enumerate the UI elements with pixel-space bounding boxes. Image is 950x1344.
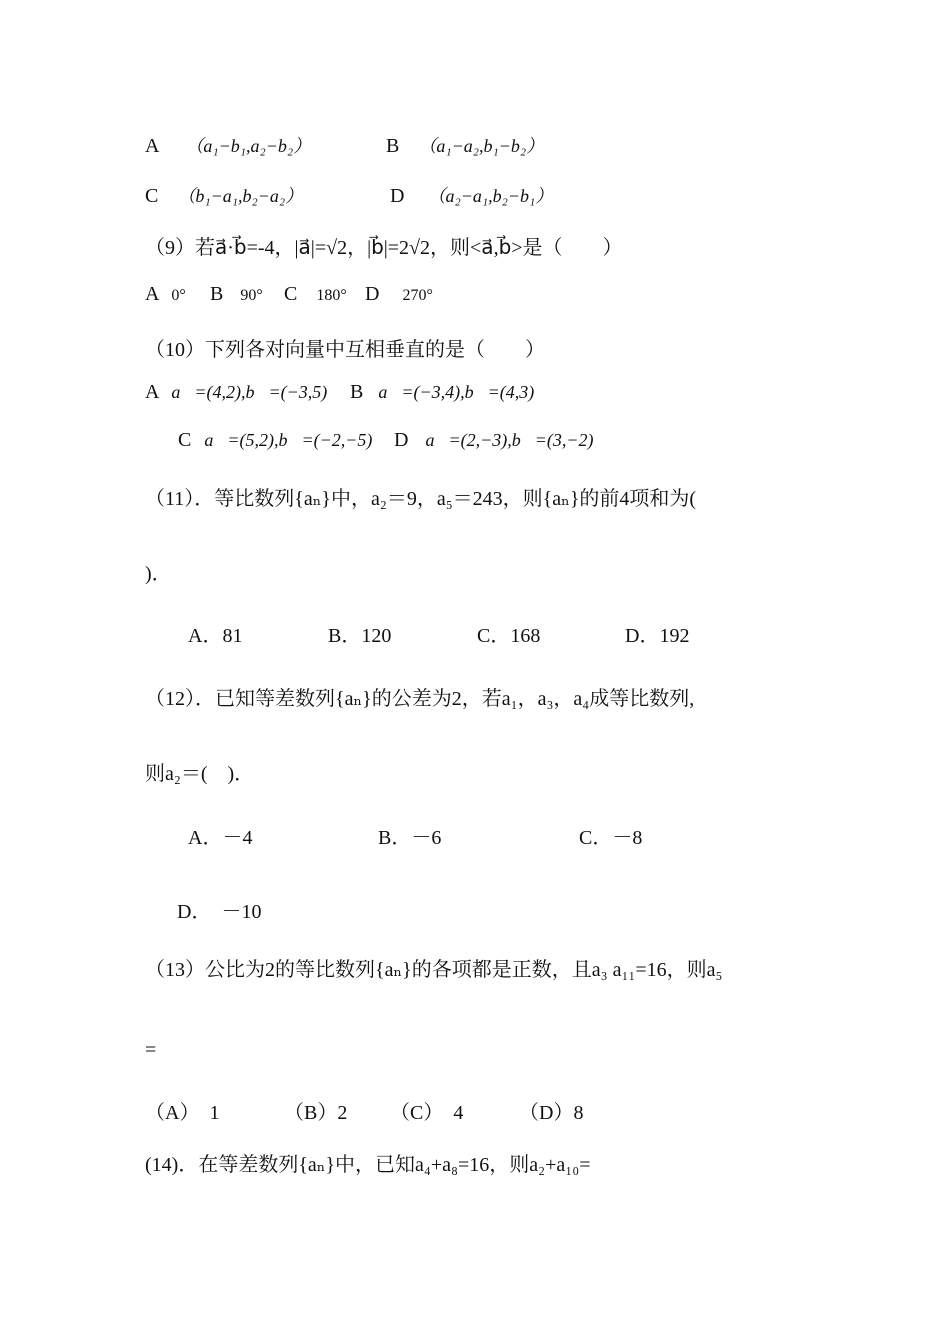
q11-option-b: B．120 xyxy=(328,625,392,647)
q11-option-a: A．81 xyxy=(188,625,243,647)
q9-option-d-letter: D xyxy=(365,283,380,305)
q8-option-c-letter: C xyxy=(145,185,159,207)
q9-option-b xyxy=(210,284,263,304)
q9-option-c-letter: C xyxy=(284,283,298,305)
q10-option-c-expr: a⃗=(5,2),b⃗=(−2,−5) xyxy=(204,430,373,450)
q8-option-a xyxy=(145,136,311,156)
q8-option-c xyxy=(145,186,303,206)
q10-option-a-expr: a⃗=(4,2),b⃗=(−3,5) xyxy=(171,382,328,402)
q10-option-d xyxy=(394,430,594,450)
q10-option-d-letter: D xyxy=(394,429,409,451)
q8-option-a-expr: （a₁−b₁,a₂−b₂） xyxy=(185,136,312,156)
q10-stem: （10）下列各对向量中互相垂直的是（ ） xyxy=(145,339,545,361)
q10-option-b-expr: a⃗=(−3,4),b⃗=(4,3) xyxy=(378,382,535,402)
q10-option-a xyxy=(145,382,327,402)
q10-option-d-expr: a⃗=(2,−3),b⃗=(3,−2) xyxy=(425,430,594,450)
q10-option-c-letter: C xyxy=(178,429,192,451)
q10-option-a-letter: A xyxy=(145,381,159,403)
q8-option-b-expr: （a₁−a₂,b₁−b₂） xyxy=(418,136,545,156)
q11-stem-end: )． xyxy=(145,563,172,585)
q13-stem-end: = xyxy=(145,1039,157,1061)
q9-stem: （9）若a⃗·b⃗=-4，|a⃗|=√2，|b⃗|=2√2，则<a⃗,b⃗>是（ ） xyxy=(145,237,623,259)
q9-option-a-letter: A xyxy=(145,283,159,305)
q9-option-c xyxy=(284,284,347,304)
q12-option-c: C．－8 xyxy=(579,827,643,849)
q12-option-d: D． －10 xyxy=(177,901,262,923)
q13-option-c: （C） 4 xyxy=(390,1102,464,1124)
q13-option-d: （D）8 xyxy=(519,1102,584,1124)
q11-stem: （11）．等比数列{aₙ}中，a₂＝9，a₅＝243，则{aₙ}的前4项和为( xyxy=(145,488,697,510)
q9-option-b-letter: B xyxy=(210,283,224,305)
q14-stem: (14)．在等差数列{aₙ}中，已知a₄+a₈=16，则a₂+a₁₀= xyxy=(145,1154,591,1176)
q12-option-a: A．－4 xyxy=(188,827,253,849)
q13-stem: （13）公比为2的等比数列{aₙ}的各项都是正数，且a₃ a₁₁=16，则a₅ xyxy=(145,959,723,981)
q13-option-a: （A） 1 xyxy=(145,1102,220,1124)
q9-option-a xyxy=(145,284,186,304)
q8-option-a-letter: A xyxy=(145,135,159,157)
q9-option-b-value: 90° xyxy=(240,287,263,304)
q8-option-c-expr: （b₁−a₁,b₂−a₂） xyxy=(177,186,304,206)
q10-option-b xyxy=(350,382,534,402)
q12-option-b: B．－6 xyxy=(378,827,442,849)
q9-option-d-value: 270° xyxy=(402,287,433,304)
q8-option-b-letter: B xyxy=(386,135,400,157)
q12-stem: （12）．已知等差数列{aₙ}的公差为2，若a₁，a₃，a₄成等比数列, xyxy=(145,688,695,710)
q11-option-d: D．192 xyxy=(625,625,690,647)
q8-option-d-letter: D xyxy=(390,185,405,207)
q9-option-c-value: 180° xyxy=(316,287,347,304)
q9-option-a-value: 0° xyxy=(171,287,186,304)
q9-option-d xyxy=(365,284,433,304)
q13-option-b: （B）2 xyxy=(284,1102,348,1124)
q12-stem-end: 则a₂＝( )． xyxy=(145,763,255,785)
q10-option-c xyxy=(178,430,372,450)
q11-option-c: C．168 xyxy=(477,625,541,647)
q10-option-b-letter: B xyxy=(350,381,364,403)
q8-option-d-expr: （a₂−a₁,b₂−b₁） xyxy=(427,186,554,206)
q8-option-d xyxy=(390,186,553,206)
q8-option-b xyxy=(386,136,544,156)
